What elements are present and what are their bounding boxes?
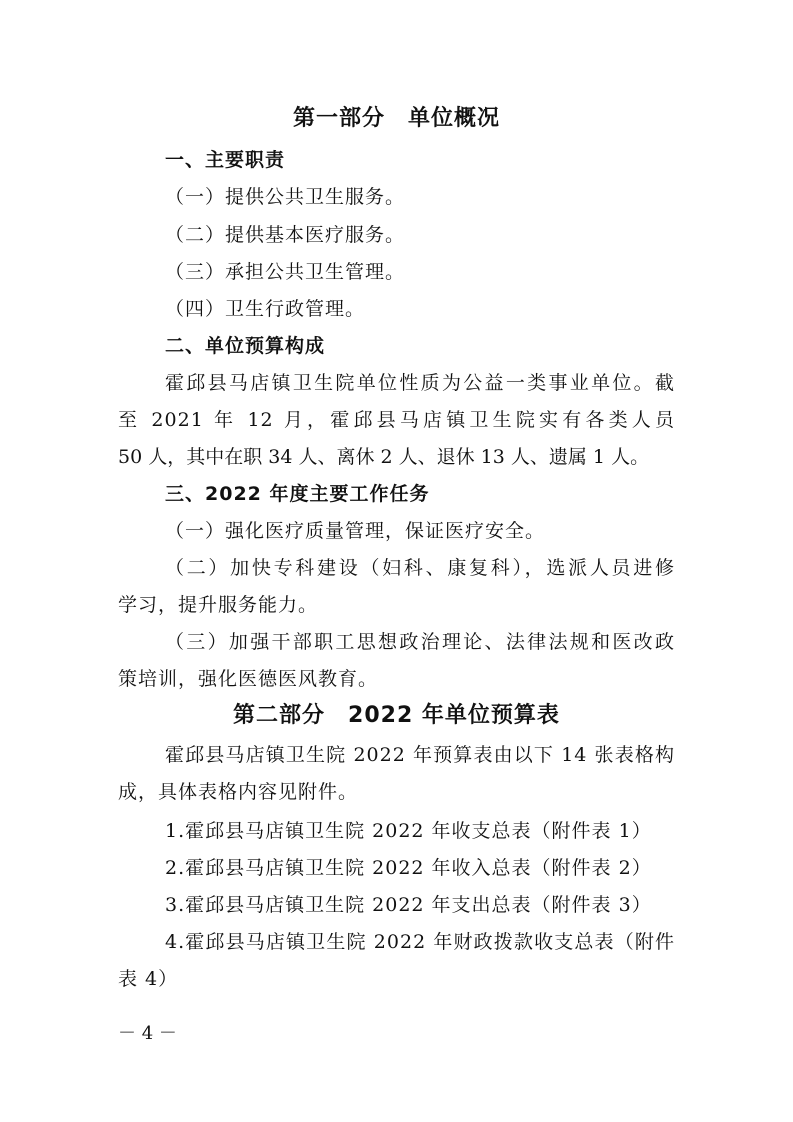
table-list-item-1: 1.霍邱县马店镇卫生院 2022 年收支总表（附件表 1）	[165, 820, 652, 842]
task-line-5: 策培训，强化医德医风教育。	[118, 668, 379, 690]
composition-line-3: 50 人，其中在职 34 人、离休 2 人、退休 13 人、遗属 1 人。	[118, 446, 650, 468]
duty-item-1: （一）提供公共卫生服务。	[165, 186, 406, 208]
composition-line-2: 至 2021 年 12 月，霍邱县马店镇卫生院实有各类人员	[118, 409, 675, 431]
duty-item-3: （三）承担公共卫生管理。	[165, 261, 406, 283]
table-list-item-4: 4.霍邱县马店镇卫生院 2022 年财政拨款收支总表（附件	[165, 931, 675, 953]
task-line-3: 学习，提升服务能力。	[118, 594, 319, 616]
section1-heading: 一、主要职责	[165, 149, 286, 171]
composition-line-1: 霍邱县马店镇卫生院单位性质为公益一类事业单位。截	[165, 372, 675, 394]
part2-title: 第二部分 2022 年单位预算表	[233, 703, 560, 728]
section3-heading: 三、2022 年度主要工作任务	[165, 483, 430, 505]
table-list-item-3: 3.霍邱县马店镇卫生院 2022 年支出总表（附件表 3）	[165, 894, 652, 916]
table-list-item-4-cont: 表 4）	[118, 968, 179, 990]
section2-heading: 二、单位预算构成	[165, 335, 326, 357]
part2-intro-line-1: 霍邱县马店镇卫生院 2022 年预算表由以下 14 张表格构	[165, 744, 675, 766]
task-line-1: （一）强化医疗质量管理，保证医疗安全。	[165, 520, 546, 542]
task-line-2: （二）加快专科建设（妇科、康复科），选派人员进修	[165, 557, 675, 579]
duty-item-4: （四）卫生行政管理。	[165, 298, 366, 320]
part2-intro-line-2: 成，具体表格内容见附件。	[118, 781, 359, 803]
page-number: － 4 －	[118, 1023, 177, 1044]
duty-item-2: （二）提供基本医疗服务。	[165, 224, 406, 246]
part1-title: 第一部分 单位概况	[292, 106, 500, 131]
table-list-item-2: 2.霍邱县马店镇卫生院 2022 年收入总表（附件表 2）	[165, 857, 652, 879]
task-line-4: （三）加强干部职工思想政治理论、法律法规和医改政	[165, 631, 675, 653]
